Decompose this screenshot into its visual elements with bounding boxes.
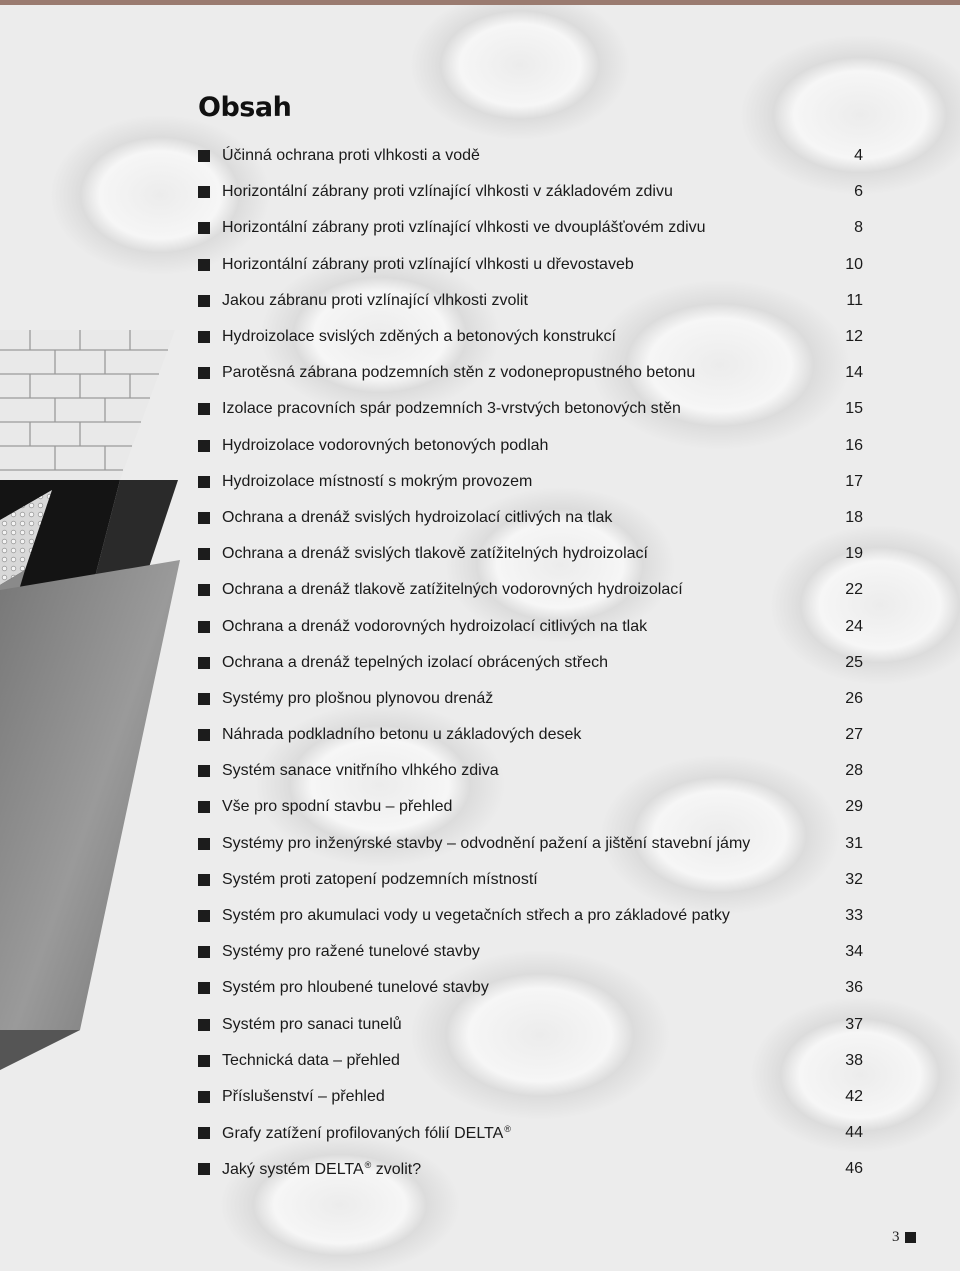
toc-entry[interactable] [198,464,863,500]
toc-entry-page: 31 [845,834,863,852]
toc-entry-text: Ochrana a drenáž vodorovných hydroizolací citlivých na tlak [222,617,648,635]
toc-entry-text: Ochrana a drenáž svislých tlakově zatížitelných hydroizolací [222,545,648,563]
square-bullet-icon [198,403,210,415]
page-number: 3 [892,1229,900,1245]
toc-entry-label [222,690,823,708]
toc-entry-text: Účinná ochrana proti vlhkosti a vodě [222,147,480,165]
toc-entry-label [222,147,823,165]
toc-entry-page: 44 [845,1124,863,1142]
toc-entry-label [222,1016,823,1034]
toc-entry-suffix: zvolit? [371,1160,422,1178]
toc-entry-text: Technická data – přehled [222,1051,400,1069]
toc-entry-label [222,943,823,961]
toc-entry-text: Ochrana a drenáž tepelných izolací obrácených střech [222,653,608,671]
square-bullet-icon [198,476,210,488]
toc-entry-text: Horizontální zábrany proti vzlínající vlhkosti v základovém zdivu [222,183,673,201]
page-footer [892,1229,916,1246]
toc-entry-text: Příslušenství – přehled [222,1087,385,1105]
toc-entry-label [222,473,823,491]
square-bullet-icon [198,693,210,705]
toc-entry[interactable] [198,934,863,970]
toc-entry-text: Vše pro spodní stavbu – přehled [222,798,453,816]
square-bullet-icon [198,440,210,452]
square-bullet-icon [198,259,210,271]
toc-entry-text: Hydroizolace místností s mokrým provozem [222,472,533,490]
toc-entry[interactable] [198,1043,863,1079]
toc-entry-text: Grafy zatížení profilovaných fólií DELTA [222,1124,504,1142]
toc-entry-text: Horizontální zábrany proti vzlínající vlhkosti u dřevostaveb [222,255,634,273]
toc-entry-text: Horizontální zábrany proti vzlínající vlhkosti ve dvouplášťovém zdivu [222,219,706,237]
square-bullet-icon [198,186,210,198]
toc-entry-text: Systém pro hloubené tunelové stavby [222,979,489,997]
toc-entry-text: Systém pro sanaci tunelů [222,1015,402,1033]
toc-entry-label [222,835,823,853]
toc-entry[interactable] [198,391,863,427]
toc-entry-text: Systémy pro inženýrské stavby – odvodnění pažení a jištění stavební jámy [222,834,751,852]
toc-entry-page: 22 [845,581,863,599]
toc-entry-label [222,907,823,925]
toc-entry-page: 36 [845,979,863,997]
toc-entry-page: 28 [845,762,863,780]
toc-entry-label [222,400,823,418]
toc-entry-page: 14 [845,364,863,382]
toc-entry[interactable] [198,826,863,862]
toc-entry[interactable] [198,210,863,246]
page-title: Obsah [198,92,292,123]
toc-entry-label [222,328,823,346]
toc-entry[interactable] [198,247,863,283]
toc-entry-page: 27 [845,726,863,744]
square-bullet-icon [198,874,210,886]
toc-entry[interactable] [198,1079,863,1115]
toc-entry-label [222,292,823,310]
square-bullet-icon [198,838,210,850]
toc-entry-page: 34 [845,943,863,961]
square-bullet-icon [198,1127,210,1139]
toc-entry-text: Náhrada podkladního betonu u základových desek [222,726,582,744]
square-bullet-icon [198,150,210,162]
toc-entry[interactable] [198,608,863,644]
square-bullet-icon [198,222,210,234]
toc-entry-text: Jakou zábranu proti vzlínající vlhkosti zvolit [222,291,528,309]
square-bullet-icon [198,548,210,560]
toc-entry-text: Parotěsná zábrana podzemních stěn z vodonepropustného betonu [222,364,696,382]
toc-entry-page: 17 [845,472,863,490]
toc-entry-label [222,581,823,599]
toc-entry-page: 15 [845,400,863,418]
toc-entry-text: Hydroizolace svislých zděných a betonových konstrukcí [222,328,616,346]
toc-entry-page: 16 [845,436,863,454]
toc-entry-label [222,509,823,527]
toc-entry-text: Ochrana a drenáž tlakově zatížitelných vodorovných hydroizolací [222,581,683,599]
toc-entry-page: 6 [854,183,863,201]
toc-entry-label [222,437,823,455]
toc-entry-page: 12 [845,328,863,346]
footer-square-icon [905,1232,916,1243]
toc-entry[interactable] [198,862,863,898]
toc-entry-page: 32 [845,870,863,888]
toc-entry-page: 19 [845,545,863,563]
toc-entry-label [222,1088,823,1106]
square-bullet-icon [198,657,210,669]
toc-entry[interactable] [198,1007,863,1043]
square-bullet-icon [198,765,210,777]
square-bullet-icon [198,910,210,922]
toc-entry[interactable] [198,681,863,717]
toc-entry-page: 25 [845,653,863,671]
toc-entry[interactable] [198,283,863,319]
toc-entry-label [222,871,823,889]
square-bullet-icon [198,512,210,524]
toc-entry-label [222,798,823,816]
toc-entry-label [222,183,823,201]
toc-entry[interactable] [198,898,863,934]
toc-entry-label [222,219,823,237]
table-of-contents [198,138,863,1187]
toc-entry-page: 11 [846,291,863,309]
toc-entry[interactable] [198,174,863,210]
toc-entry-label [222,256,823,274]
toc-entry-text: Systém proti zatopení podzemních místností [222,870,538,888]
toc-entry[interactable] [198,572,863,608]
square-bullet-icon [198,621,210,633]
wall-illustration [0,330,210,1090]
square-bullet-icon [198,1163,210,1175]
registered-mark: ® [504,1123,511,1134]
toc-entry-page: 18 [845,508,863,526]
toc-entry[interactable] [198,717,863,753]
toc-entry-text: Systém pro akumulaci vody u vegetačních střech a pro základové patky [222,907,730,925]
toc-entry-label [222,1124,823,1143]
toc-entry-label [222,364,823,382]
square-bullet-icon [198,584,210,596]
toc-entry-page: 46 [845,1160,863,1178]
toc-entry[interactable] [198,1115,863,1151]
toc-entry[interactable] [198,789,863,825]
toc-entry-page: 33 [845,907,863,925]
toc-entry-text: Systémy pro ražené tunelové stavby [222,943,480,961]
toc-entry[interactable] [198,1151,863,1187]
toc-entry[interactable] [198,355,863,391]
toc-entry[interactable] [198,428,863,464]
square-bullet-icon [198,1055,210,1067]
toc-entry-label [222,545,823,563]
toc-entry-text: Systém sanace vnitřního vlhkého zdiva [222,762,499,780]
toc-entry[interactable] [198,500,863,536]
toc-entry-label [222,762,823,780]
toc-entry[interactable] [198,645,863,681]
toc-entry[interactable] [198,138,863,174]
toc-entry-label [222,726,823,744]
toc-entry-text: Systémy pro plošnou plynovou drenáž [222,689,494,707]
toc-entry-page: 42 [845,1087,863,1105]
square-bullet-icon [198,295,210,307]
square-bullet-icon [198,1019,210,1031]
square-bullet-icon [198,982,210,994]
square-bullet-icon [198,729,210,741]
toc-entry-page: 4 [854,147,863,165]
square-bullet-icon [198,946,210,958]
toc-entry-label [222,1052,823,1070]
toc-entry-text: Hydroizolace vodorovných betonových podlah [222,436,549,454]
toc-entry-page: 38 [845,1051,863,1069]
toc-entry-page: 10 [845,255,863,273]
registered-mark: ® [364,1159,372,1170]
square-bullet-icon [198,801,210,813]
square-bullet-icon [198,1091,210,1103]
toc-entry-text: Jaký systém DELTA [222,1160,364,1178]
toc-entry-page: 29 [845,798,863,816]
square-bullet-icon [198,331,210,343]
toc-entry-page: 24 [845,617,863,635]
toc-entry-page: 8 [854,219,863,237]
toc-entry[interactable] [198,753,863,789]
toc-entry-label [222,618,823,636]
toc-entry-page: 37 [845,1015,863,1033]
toc-entry-text: Izolace pracovních spár podzemních 3-vrstvých betonových stěn [222,400,681,418]
toc-entry-label [222,654,823,672]
toc-entry[interactable] [198,970,863,1006]
toc-entry[interactable] [198,319,863,355]
toc-entry-text: Ochrana a drenáž svislých hydroizolací citlivých na tlak [222,508,613,526]
toc-entry-label [222,1160,823,1179]
square-bullet-icon [198,367,210,379]
toc-entry[interactable] [198,536,863,572]
toc-entry-label [222,979,823,997]
toc-entry-page: 26 [845,689,863,707]
